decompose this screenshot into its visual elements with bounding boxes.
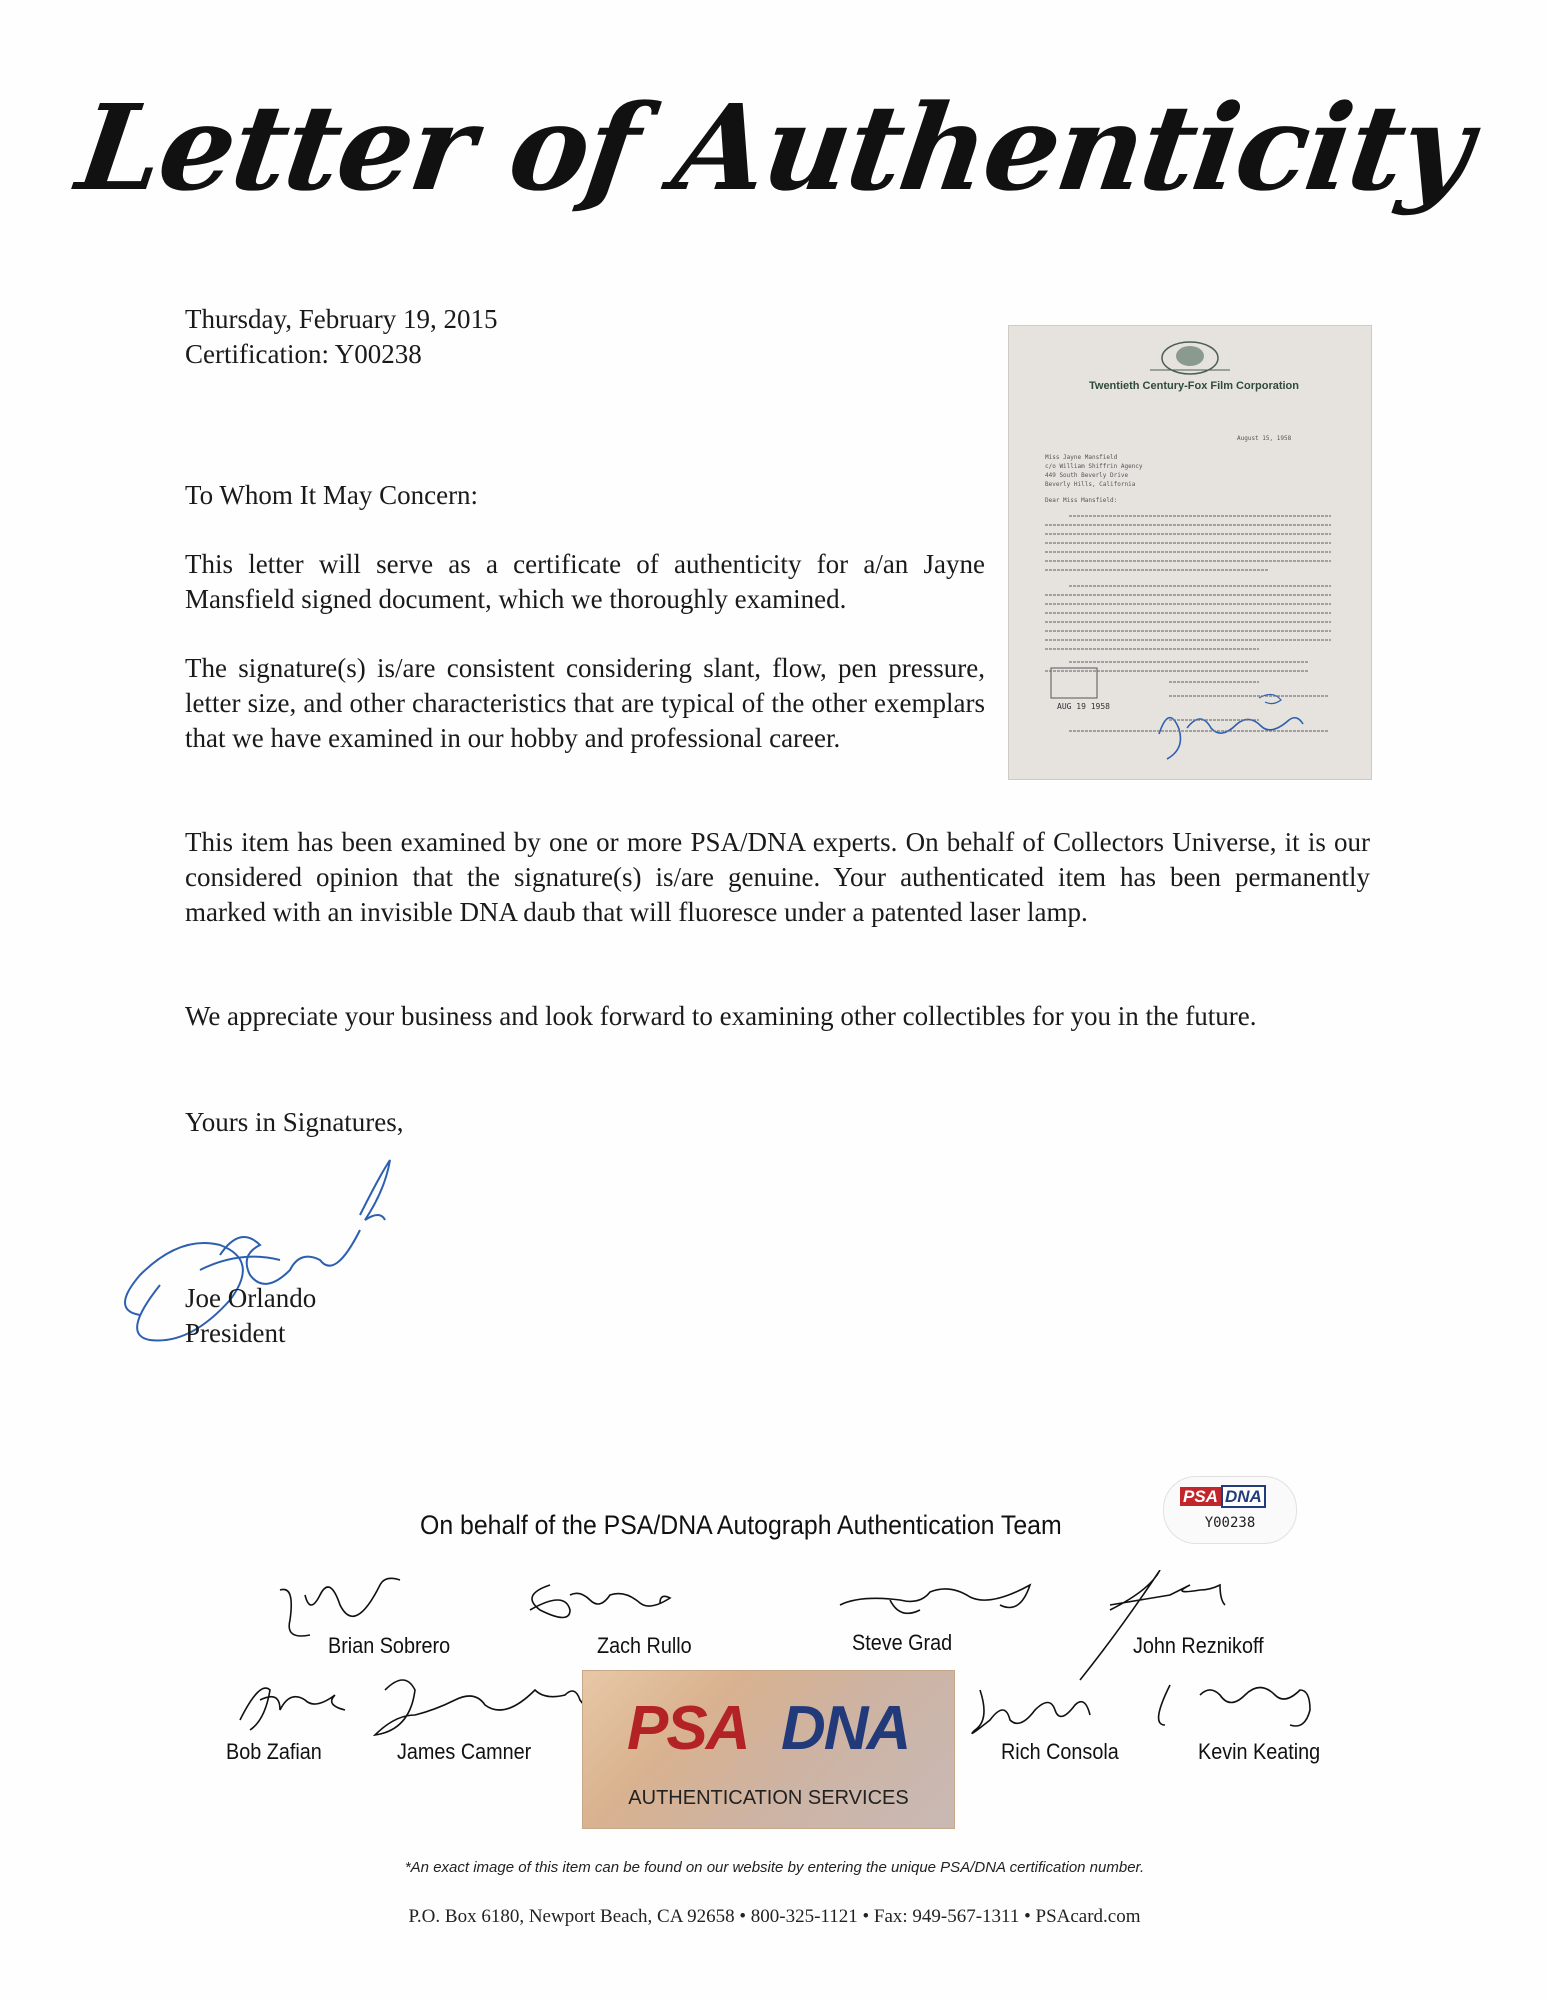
disclaimer: *An exact image of this item can be found on our website by entering the unique PSA/DNA certification number. [404,1859,1145,1876]
document-greeting: Dear Miss Mansfield: [1045,497,1118,504]
sticker-number: Y00238 [1204,1515,1256,1531]
signer-name: Joe Orlando [185,1283,317,1313]
letter-date: Thursday, February 19, 2015 [185,304,498,334]
team-heading: On behalf of the PSA/DNA Autograph Authentication Team [420,1510,1062,1540]
certification-number: Certification: Y00238 [185,339,422,369]
signer-title: President [185,1318,286,1348]
document-date-line: August 15, 1958 [1237,435,1292,442]
team-member-rich-consola: Rich Consola [1001,1739,1119,1764]
document-address-2: c/o William Shiffrin Agency [1045,463,1143,470]
team-member-brian-sobrero: Brian Sobrero [328,1633,451,1658]
footer-contact: P.O. Box 6180, Newport Beach, CA 92658 • 800-325-1121 • Fax: 949-567-1311 • PSAcard.com [408,1906,1141,1927]
team-member-bob-zafian: Bob Zafian [226,1739,322,1764]
team-member-steve-grad: Steve Grad [852,1630,953,1655]
dna-wordmark: DNA [781,1694,910,1763]
document-address-4: Beverly Hills, California [1045,481,1136,488]
paragraph-signature-analysis: The signature(s) is/are consistent considering slant, flow, pen pressure, letter size, and other characteristics that are typical of the other exemplars that we have examined in our hobby and professional career. [185,653,985,753]
team-member-james-camner: James Camner [397,1739,532,1764]
authentication-services-label: AUTHENTICATION SERVICES [628,1787,909,1809]
document-address-1: Miss Jayne Mansfield [1045,454,1118,461]
team-member-kevin-keating: Kevin Keating [1198,1739,1321,1764]
document-typed-lines [1009,326,1371,779]
paragraph-appreciation: We appreciate your business and look forward to examining other collectibles for you in the future. [185,1001,1257,1031]
team-member-john-reznikoff: John Reznikoff [1133,1633,1264,1658]
closing: Yours in Signatures, [185,1107,404,1137]
document-received-stamp: AUG 19 1958 [1057,702,1110,711]
salutation: To Whom It May Concern: [185,480,479,510]
paragraph-examination: This item has been examined by one or more PSA/DNA experts. On behalf of Collectors Universe, it is our considered opinion that the signature(s) is/are genuine. Your authenticated item has been permanently marked with an invisible DNA daub that will fluoresce under a patented laser lamp. [185,827,1370,927]
page-title: Letter of Authenticity [69,78,1480,217]
paragraph-certificate: This letter will serve as a certificate of authenticity for a/an Jayne Mansfield signed document, which we thoroughly examined. [185,549,985,614]
document-letterhead: Twentieth Century-Fox Film Corporation [1088,380,1299,392]
team-member-zach-rullo: Zach Rullo [597,1633,692,1658]
psa-wordmark: PSA [627,1694,749,1763]
psa-dna-authentication-logo [582,1670,955,1829]
psa-dna-logo: PSA DNA [1180,1487,1280,1509]
authenticated-document-image [1008,325,1372,780]
certification-sticker [1163,1476,1297,1544]
document-address-3: 449 South Beverly Drive [1045,472,1129,479]
